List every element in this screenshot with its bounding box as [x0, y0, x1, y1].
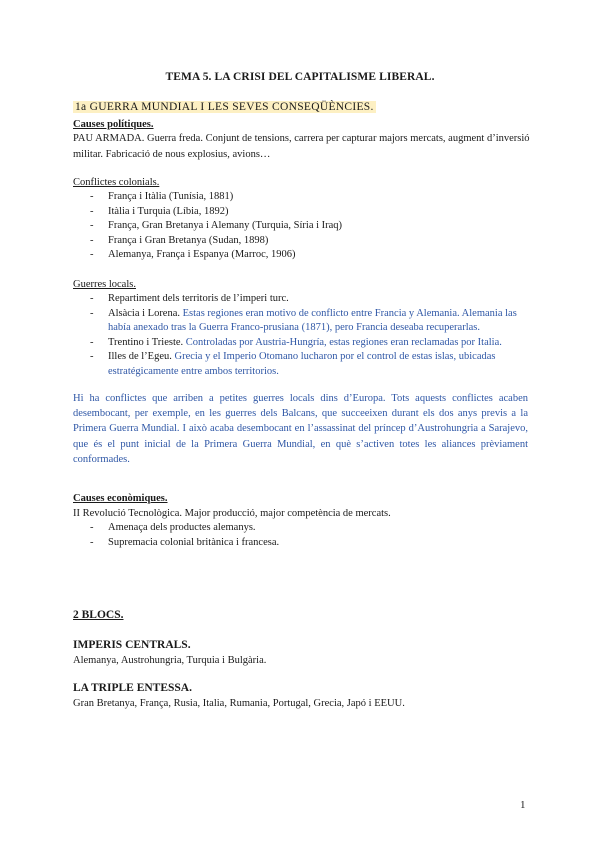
page-number: 1 — [520, 799, 526, 811]
list-item: - Alemanya, França i Espanya (Marroc, 1906) — [90, 249, 296, 261]
annotation-note: Controladas por Austria-Hungría, estas regiones eran reclamadas por Italia. — [185, 336, 502, 348]
section-heading-ww1: 1a GUERRA MUNDIAL I LES SEVES CONSEQÜÈNCIES. — [75, 101, 374, 113]
heading-two-blocs: 2 BLOCS. — [73, 609, 124, 621]
heading-central-empires: IMPERIS CENTRALS. — [73, 639, 191, 651]
document-title: TEMA 5. LA CRISI DEL CAPITALISME LIBERAL. — [165, 71, 435, 83]
heading-triple-entente: LA TRIPLE ENTESSA. — [73, 682, 192, 694]
colonial-conflicts-list — [73, 190, 533, 263]
list-item: - Repartiment dels territoris de l’imperi turc. — [90, 293, 289, 304]
economic-causes-list — [73, 521, 533, 550]
annotation-note: Estas regiones eran motivo de conflicto entre Francia y Alemania. Alemania las había anexado tras la Guerra Franco-prusiana (1871), pero Francia deseaba recuperarlas. — [108, 307, 517, 334]
central-empires-text: Alemanya, Austrohungria, Turquia i Bulgària. — [73, 655, 267, 666]
list-item: - Trentino i Trieste. Controladas por Austria-Hungría, estas regiones eran reclamadas por Italia. — [90, 336, 502, 348]
heading-colonial-conflicts: Conflictes colonials. — [73, 177, 160, 188]
list-item: - Itàlia i Turquia (Líbia, 1892) — [90, 205, 229, 217]
list-item: - França i Gran Bretanya (Sudan, 1898) — [90, 234, 269, 246]
annotation-paragraph: Hi ha conflictes que arriben a petites guerres locals dins d’Europa. Tots aquests conflictes acaben desembocant, per exemple, en les guerres dels Balcans, que succeeixen durant els dos anys previs a la Primera Guerra Mundial. I això acaba desembocant en l’assassinat del príncep d’Austrohungria a Sarajevo, que és el punt inicial de la Primera Guerra Mundial, en què s’activen totes les aliances prèviament conformades. — [73, 393, 528, 465]
local-wars-list — [73, 292, 533, 380]
list-item: - Supremacia colonial britànica i francesa. — [90, 536, 280, 548]
list-item: - Illes de l’Egeu. Grecia y el Imperio Otomano lucharon por el control de estas islas, ubicadas estratégicamente entre ambos territorios. — [90, 351, 496, 377]
list-item: - França i Itàlia (Tunísia, 1881) — [90, 191, 234, 202]
annotation-note: Grecia y el Imperio Otomano lucharon por el control de estas islas, ubicadas estratégicamente entre ambos territorios. — [108, 351, 496, 377]
political-causes-text: PAU ARMADA. Guerra freda. Conjunt de tensions, carrera per capturar majors mercats, augment d’inversió militar. Fabricació de nous explosius, avions… — [73, 133, 530, 160]
triple-entente-text: Gran Bretanya, França, Rusia, Italia, Rumania, Portugal, Grecia, Japó i EEUU. — [73, 698, 405, 709]
heading-political-causes: Causes polítiques. — [73, 119, 154, 130]
list-item: - Amenaça dels productes alemanys. — [90, 522, 256, 533]
heading-economic-causes: Causes econòmiques. — [73, 493, 168, 504]
economic-causes-text: II Revolució Tecnològica. Major producció, major competència de mercats. — [73, 508, 391, 519]
list-item: - França, Gran Bretanya i Alemany (Turquia, Síria i Iraq) — [90, 220, 343, 232]
heading-local-wars: Guerres locals. — [73, 279, 136, 290]
list-item: - Alsàcia i Lorena. Estas regiones eran motivo de conflicto entre Francia y Alemania. Alemania las había anexado tras la Guerra Franco-prusiana (1871), pero Francia deseaba recuperarlas. — [90, 307, 517, 334]
